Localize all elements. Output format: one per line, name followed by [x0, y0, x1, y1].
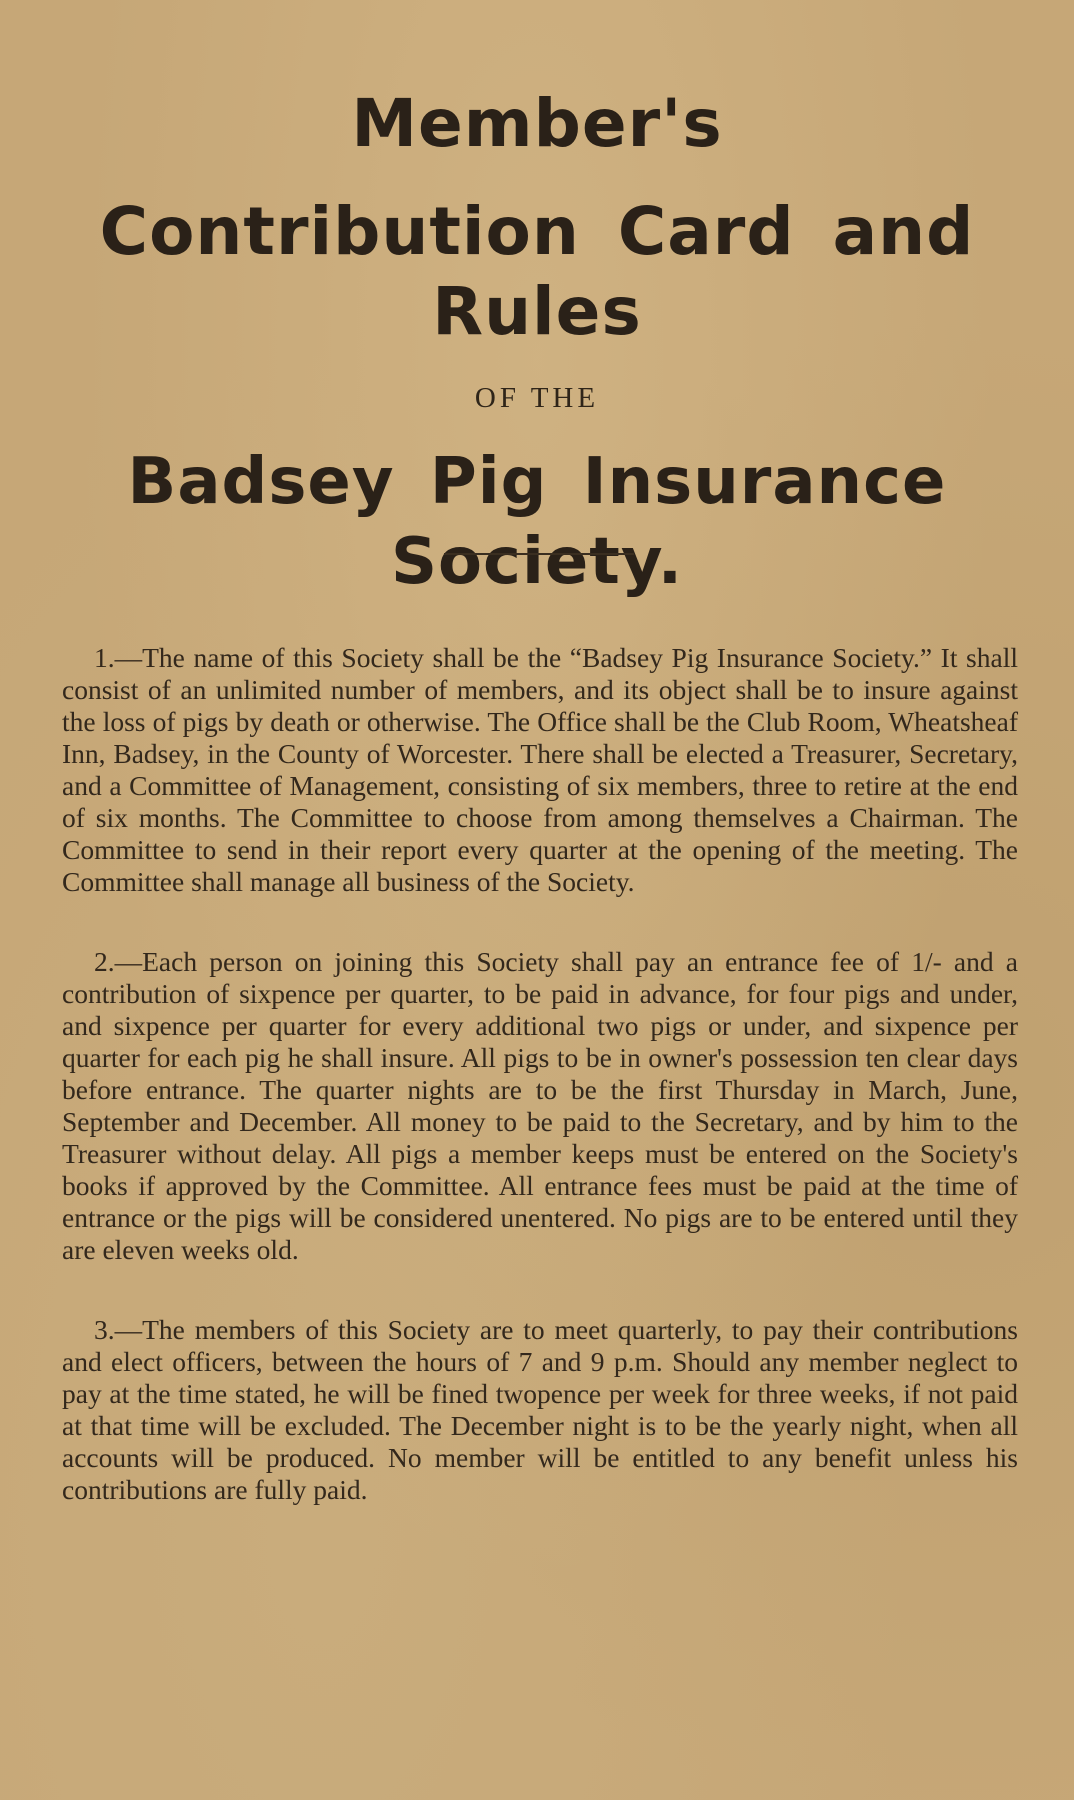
divider-rule [444, 553, 634, 555]
rules-list [62, 642, 1018, 1554]
rule-3: 3.—The members of this Society are to meet quarterly, to pay their contributions and elect officers, between the hours of 7 and 9 p.m. Should any member neglect to pay at the time stated, he will be fined twopence per week for three weeks, if not paid at that time will be excluded. The December night is to be the yearly night, when all accounts will be produced. No member will be entitled to any benefit unless his contributions are fully paid. [62, 1314, 1018, 1505]
title-society-name: Badsey Pig Insurance Society. [127, 445, 947, 599]
title-block [0, 84, 1074, 602]
title-of-the: OF THE [474, 382, 600, 414]
title-members: Member's [351, 85, 723, 162]
rule-2: 2.—Each person on joining this Society shall pay an entrance fee of 1/- and a contribution of sixpence per quarter, to be paid in advance, for four pigs and under, and sixpence per quarter for every additional two pigs or under, and sixpence per quarter for each pig he shall insure. All pigs to be in owner's possession ten clear days before entrance. The quarter nights are to be the first Thursday in March, June, September and December. All money to be paid to the Secretary, and by him to the Treasurer without delay. All pigs a member keeps must be entered on the Society's books if approved by the Committee. All entrance fees must be paid at the time of entrance or the pigs will be considered unentered. No pigs are to be entered until they are eleven weeks old. [62, 946, 1018, 1265]
rule-1: 1.—The name of this Society shall be the “Badsey Pig Insurance Society.” It shall consist of an unlimited number of members, and its object shall be to insure against the loss of pigs by death or otherwise. The Office shall be the Club Room, Wheatsheaf Inn, Badsey, in the County of Worcester. There shall be elected a Treasurer, Secretary, and a Committee of Management, consisting of six members, three to retire at the end of six months. The Committee to choose from among themselves a Chairman. The Committee to send in their report every quarter at the opening of the meeting. The Committee shall manage all business of the Society. [62, 642, 1018, 897]
title-contribution-card-and-rules: Contribution Card and Rules [99, 193, 975, 350]
